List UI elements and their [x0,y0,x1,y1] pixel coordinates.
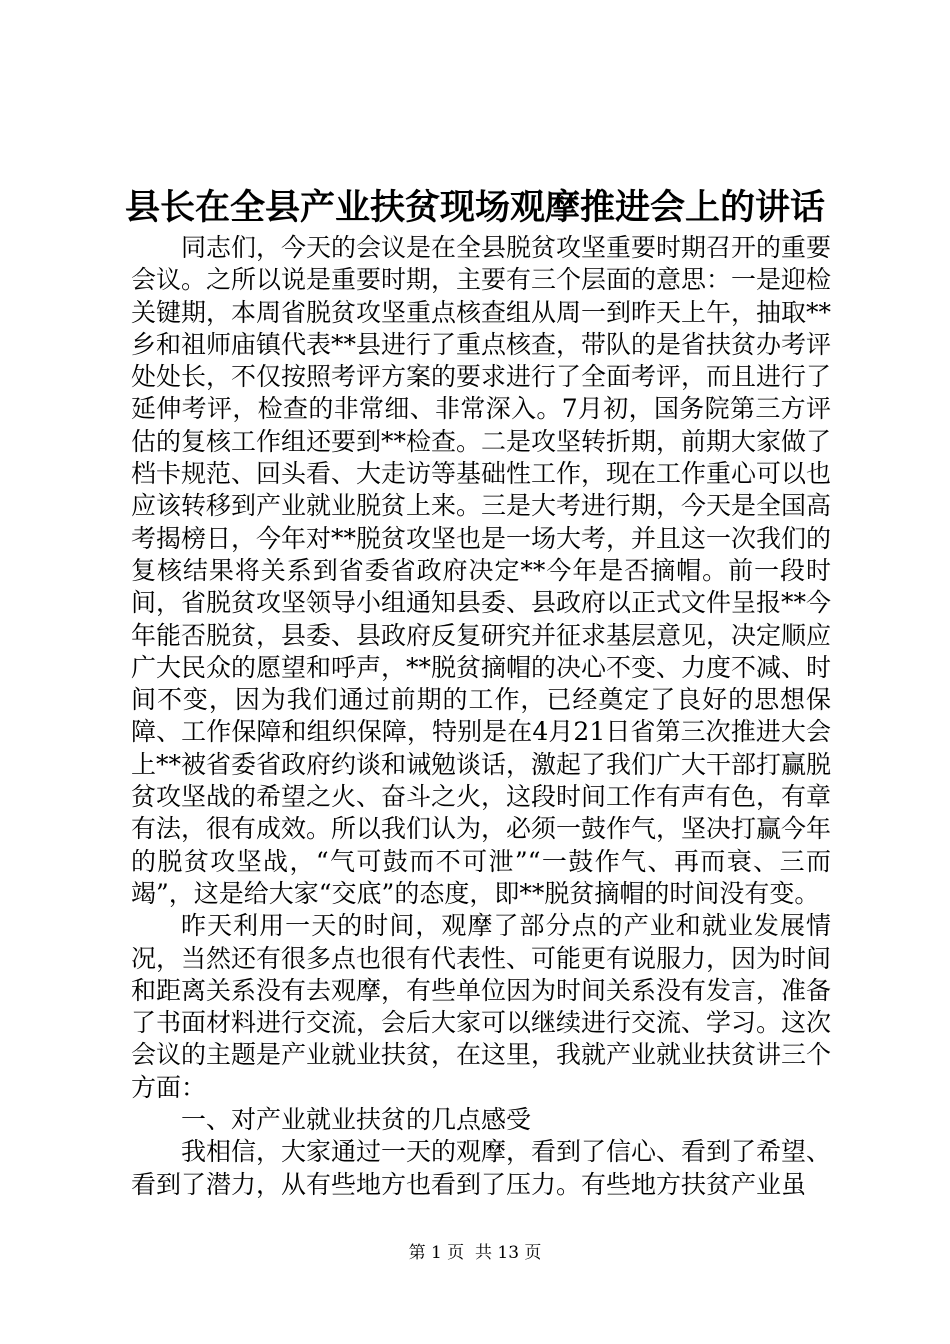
paragraph-opening: 同志们，今天的会议是在全县脱贫攻坚重要时期召开的重要会议。之所以说是重要时期，主要有三个层面的意思：一是迎检关键期，本周省脱贫攻坚重点核查组从周一到昨天上午，抽取**乡和祖师庙镇代表**县进行了重点核查，带队的是省扶贫办考评处处长，不仅按照考评方案的要求进行了全面考评，而且进行了延伸考评，检查的非常细、非常深入。7月初，国务院第三方评估的复核工作组还要到**检查。二是攻坚转折期，前期大家做了档卡规范、回头看、大走访等基础性工作，现在工作重心可以也应该转移到产业就业脱贫上来。三是大考进行期，今天是全国高考揭榜日，今年对**脱贫攻坚也是一场大考，并且这一次我们的复核结果将关系到省委省政府决定**今年是否摘帽。前一段时间，省脱贫攻坚领导小组通知县委、县政府以正式文件呈报**今年能否脱贫，县委、县政府反复研究并征求基层意见，决定顺应广大民众的愿望和呼声，**脱贫摘帽的决心不变、力度不减、时间不变，因为我们通过前期的工作，已经奠定了良好的思想保障、工作保障和组织保障，特别是在4月21日省第三次推进大会上**被省委省政府约谈和诫勉谈话，激起了我们广大干部打赢脱贫攻坚战的希望之火、奋斗之火，这段时间工作有声有色，有章有法，很有成效。所以我们认为，必须一鼓作气，坚决打赢今年的脱贫攻坚战，“气可鼓而不可泄”“一鼓作气、再而衰、三而竭”，这是给大家“交底”的态度，即**脱贫摘帽的时间没有变。 [131,233,832,908]
document-body [131,232,831,1201]
section-heading-1: 一、对产业就业扶贫的几点感受 [181,1105,532,1135]
paragraph-section-1: 我相信，大家通过一天的观摩，看到了信心、看到了希望、看到了潜力，从有些地方也看到了压力。有些地方扶贫产业虽 [131,1137,832,1199]
document-title: 县长在全县产业扶贫现场观摩推进会上的讲话 [124,187,825,228]
page-footer [0,1241,950,1265]
paragraph-observation: 昨天利用一天的时间，观摩了部分点的产业和就业发展情况，当然还有很多点也很有代表性、可能更有说服力，因为时间和距离关系没有去观摩，有些单位因为时间关系没有发言，准备了书面材料进行交流，会后大家可以继续进行交流、学习。这次会议的主题是产业就业扶贫，在这里，我就产业就业扶贫讲三个方面： [131,911,832,1102]
page-number-label: 第 1 页 共 13 页 [408,1243,542,1263]
